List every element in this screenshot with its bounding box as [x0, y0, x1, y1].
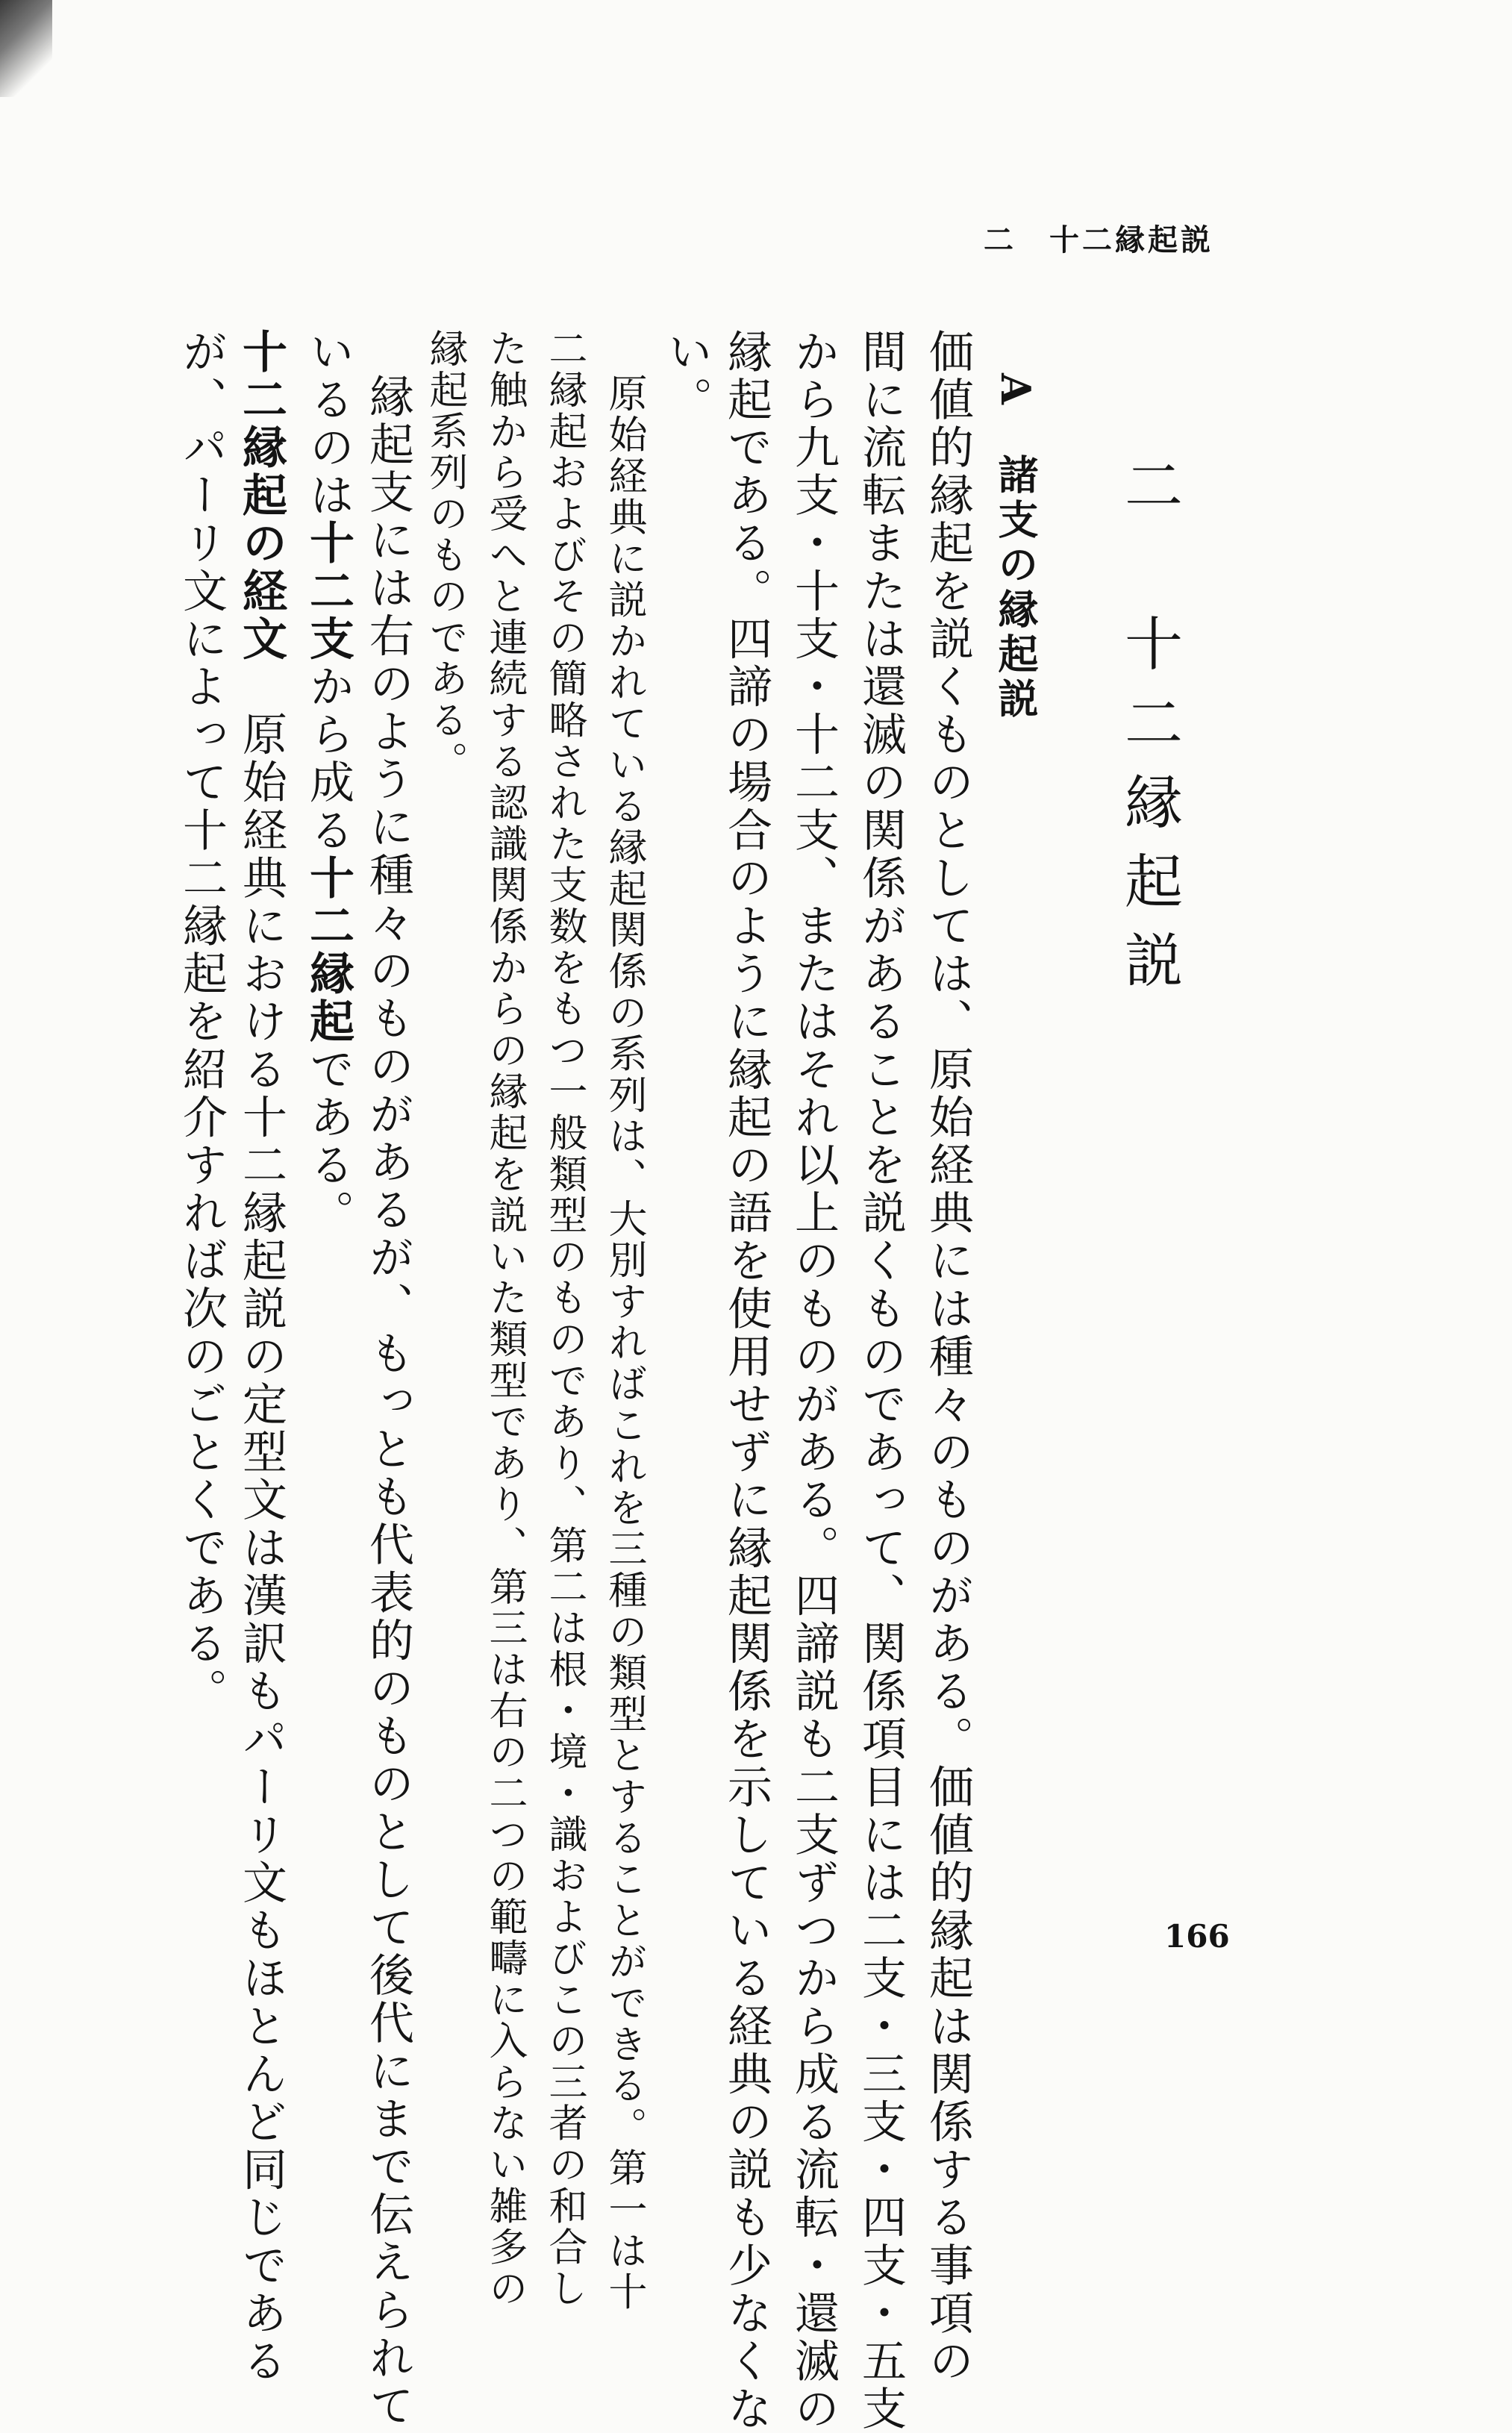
paragraph-line	[302, 328, 354, 1896]
paragraph-line: が、パーリ文によって十二縁起を紹介すれば次のごとくである。	[175, 328, 228, 1716]
small-text-line: 二縁起およびその簡略された支数をもつ一般類型のものであり、第二は根・境・識およびこの三者の和合し	[542, 328, 587, 2310]
chapter-title: 二 十二縁起説	[1115, 455, 1182, 1009]
text-run: である。	[302, 1046, 354, 1237]
paragraph-line: 縁起である。四諦の場合のように縁起の語を使用せずに縁起関係を示している経典の説も少なくな	[720, 328, 772, 2433]
paragraph-line: 縁起支には右のように種々のものがあるが、もっとも代表的のものとして後代にまで伝えられて	[362, 373, 414, 2431]
paragraph-line: 価値的縁起を説くものとしては、原始経典には種々のものがある。価値的縁起は関係する事項の	[922, 328, 974, 2386]
text-run: 原始経典における十二縁起説の定型文は漢訳もパーリ文もほとんど同じである	[235, 663, 287, 2386]
bold-term: 十二縁起	[302, 855, 354, 1046]
scan-edge-shadow	[0, 0, 52, 97]
small-text-line: 原始経典に説かれている縁起関係の系列は、大別すればこれを三種の類型とすることができる。第一は十	[602, 373, 646, 2314]
running-head: 二 十二縁起説	[984, 222, 1213, 257]
small-text-line: 縁起系列のものである。	[422, 328, 467, 783]
paragraph-line: 間に流転または還滅の関係があることを説くものであって、関係項目には二支・三支・四支・五支	[855, 328, 907, 2433]
text-run: から成る	[302, 663, 354, 855]
page-number: 166	[1164, 1918, 1230, 1955]
text-run: いるのは	[302, 328, 354, 520]
small-text-line: た触から受へと連続する認識関係からの縁起を説いた類型であり、第三は右の二つの範疇に入らない雑多の	[482, 328, 527, 2310]
bold-term: 十二縁起の経文	[235, 328, 287, 663]
paragraph-line	[235, 328, 287, 2386]
paragraph-line: から九支・十支・十二支、またはそれ以上のものがある。四諦説も二支ずつから成る流転・還滅の	[787, 328, 840, 2433]
bold-term: 十二支	[302, 519, 354, 663]
section-heading: A 諸支の縁起説	[992, 373, 1040, 722]
paragraph-line: い。	[660, 328, 713, 425]
